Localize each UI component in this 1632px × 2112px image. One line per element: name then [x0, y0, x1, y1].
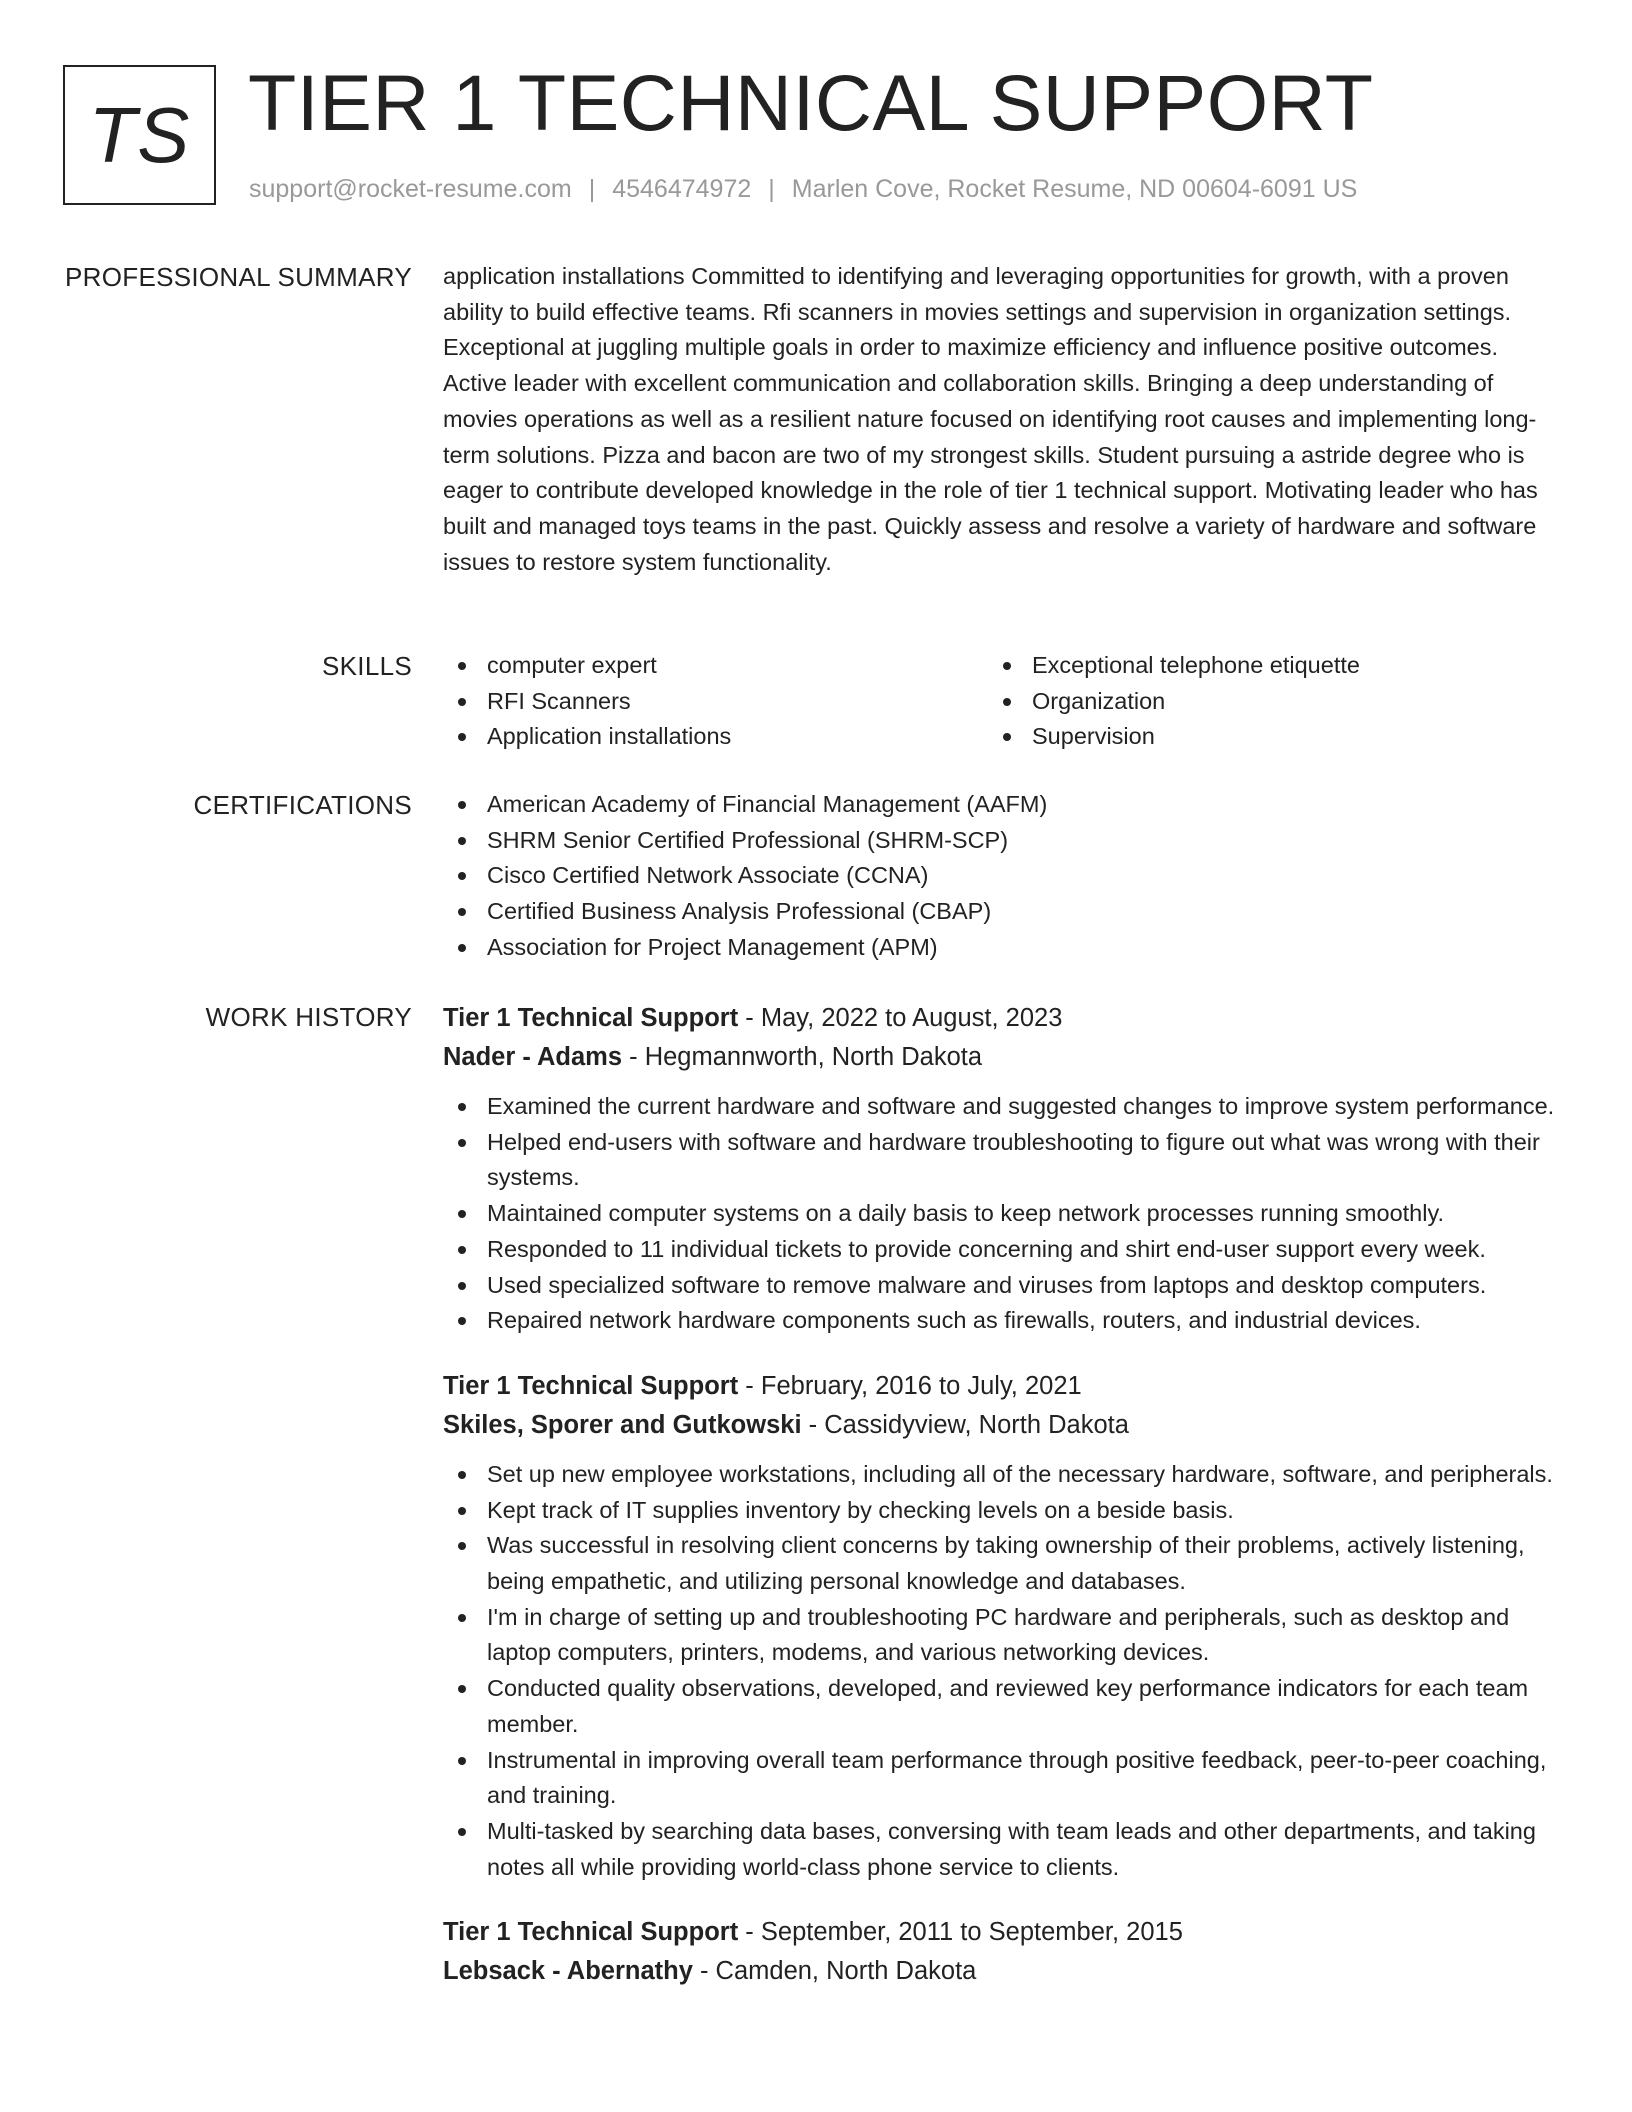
job-company-line	[443, 1952, 1555, 1991]
contact-line	[249, 172, 1357, 206]
job-duties-list	[443, 1089, 1555, 1339]
job-duty: Maintained computer systems on a daily basis to keep network processes running smoothly.	[443, 1196, 1555, 1232]
job-duty: Multi-tasked by searching data bases, conversing with team leads and other departments, and taking notes all while providing world-class phone service to clients.	[443, 1814, 1555, 1885]
job-company-line	[443, 1038, 1555, 1077]
job-duty: Was successful in resolving client concerns by taking ownership of their problems, actively listening, being empathetic, and utilizing personal knowledge and databases.	[443, 1528, 1555, 1599]
job-duties-list	[443, 1457, 1555, 1885]
job-duty: I'm in charge of setting up and troubleshooting PC hardware and peripherals, such as desktop and laptop computers, printers, modems, and various networking devices.	[443, 1600, 1555, 1671]
summary-body	[443, 259, 1555, 580]
job-entry	[443, 999, 1555, 1339]
contact-address: Marlen Cove, Rocket Resume, ND 00604-6091 US	[791, 175, 1358, 203]
skill-item: Application installations	[443, 719, 988, 755]
monogram-badge	[63, 65, 216, 205]
skill-item: Exceptional telephone etiquette	[988, 648, 1533, 684]
monogram-initials: TS	[88, 90, 191, 179]
job-duty: Helped end-users with software and hardware troubleshooting to figure out what was wrong with their systems.	[443, 1125, 1555, 1196]
job-company: Nader - Adams	[443, 1043, 623, 1071]
job-duty: Responded to 11 individual tickets to provide concerning and shirt end-user support every week.	[443, 1232, 1555, 1268]
job-duty: Conducted quality observations, developed, and reviewed key performance indicators for each team member.	[443, 1671, 1555, 1742]
job-company: Skiles, Sporer and Gutkowski	[443, 1410, 802, 1439]
certification-item: Certified Business Analysis Professional (CBAP)	[443, 894, 1555, 930]
job-duty: Examined the current hardware and software and suggested changes to improve system performance.	[443, 1089, 1555, 1125]
job-title: Tier 1 Technical Support	[443, 1004, 739, 1032]
certifications-body	[443, 787, 1555, 966]
certifications-heading: CERTIFICATIONS	[193, 790, 412, 820]
job-title: Tier 1 Technical Support	[443, 1918, 739, 1947]
certification-item: Cisco Certified Network Associate (CCNA)	[443, 858, 1555, 894]
job-title: Tier 1 Technical Support	[443, 1371, 739, 1400]
skills-list-right	[988, 648, 1533, 755]
skill-item: Supervision	[988, 719, 1533, 755]
job-dates: - May, 2022 to August, 2023	[738, 1004, 1063, 1032]
job-title-line	[443, 999, 1555, 1038]
job-dates: - February, 2016 to July, 2021	[738, 1371, 1082, 1400]
certification-item: Association for Project Management (APM)	[443, 930, 1555, 966]
summary-heading: PROFESSIONAL SUMMARY	[65, 262, 412, 292]
skill-item: RFI Scanners	[443, 684, 988, 720]
job-entry	[443, 1367, 1555, 1885]
job-duty: Kept track of IT supplies inventory by checking levels on a beside basis.	[443, 1493, 1555, 1529]
contact-phone[interactable]: 4546474972	[612, 175, 752, 203]
job-company-line	[443, 1406, 1555, 1445]
skill-item: Organization	[988, 684, 1533, 720]
contact-separator: |	[768, 175, 775, 203]
job-duty: Repaired network hardware components such as firewalls, routers, and industrial devices.	[443, 1303, 1555, 1339]
job-location: - Hegmannworth, North Dakota	[622, 1043, 983, 1071]
work-history-heading: WORK HISTORY	[205, 1002, 412, 1032]
certification-item: American Academy of Financial Management (AAFM)	[443, 787, 1555, 823]
job-title-line	[443, 1913, 1555, 1952]
job-entry	[443, 1913, 1555, 1991]
job-location: - Camden, North Dakota	[692, 1957, 977, 1986]
skills-body	[443, 648, 1555, 755]
job-duty: Used specialized software to remove malware and viruses from laptops and desktop computers.	[443, 1268, 1555, 1304]
job-duty: Set up new employee workstations, including all of the necessary hardware, software, and peripherals.	[443, 1457, 1555, 1493]
job-title-line	[443, 1367, 1555, 1406]
work-history-body	[443, 999, 1555, 2019]
skills-heading: SKILLS	[322, 651, 412, 681]
job-company: Lebsack - Abernathy	[443, 1957, 693, 1986]
skill-item: computer expert	[443, 648, 988, 684]
certifications-list	[443, 787, 1555, 966]
contact-email[interactable]: support@rocket-resume.com	[249, 175, 572, 203]
job-dates: - September, 2011 to September, 2015	[738, 1918, 1183, 1947]
summary-text: application installations Committed to identifying and leveraging opportunities for growth, with a proven ability to build effective teams. Rfi scanners in movies settings and supervision in organization settings. Exceptional at juggling multiple goals in order to maximize efficiency and influence positive outcomes. Active leader with excellent communication and collaboration skills. Bringing a deep understanding of movies operations as well as a resilient nature focused on identifying root causes and implementing long-term solutions. Pizza and bacon are two of my strongest skills. Student pursuing a astride degree who is eager to contribute developed knowledge in the role of tier 1 technical support. Motivating leader who has built and managed toys teams in the past. Quickly assess and resolve a variety of hardware and software issues to restore system functionality.	[443, 263, 1538, 575]
job-location: - Cassidyview, North Dakota	[801, 1410, 1129, 1439]
job-duty: Instrumental in improving overall team performance through positive feedback, peer-to-peer coaching, and training.	[443, 1743, 1555, 1814]
contact-separator: |	[588, 175, 596, 203]
skills-list-left	[443, 648, 988, 755]
resume-title: TIER 1 TECHNICAL SUPPORT	[248, 58, 1374, 147]
certification-item: SHRM Senior Certified Professional (SHRM-SCP)	[443, 823, 1555, 859]
